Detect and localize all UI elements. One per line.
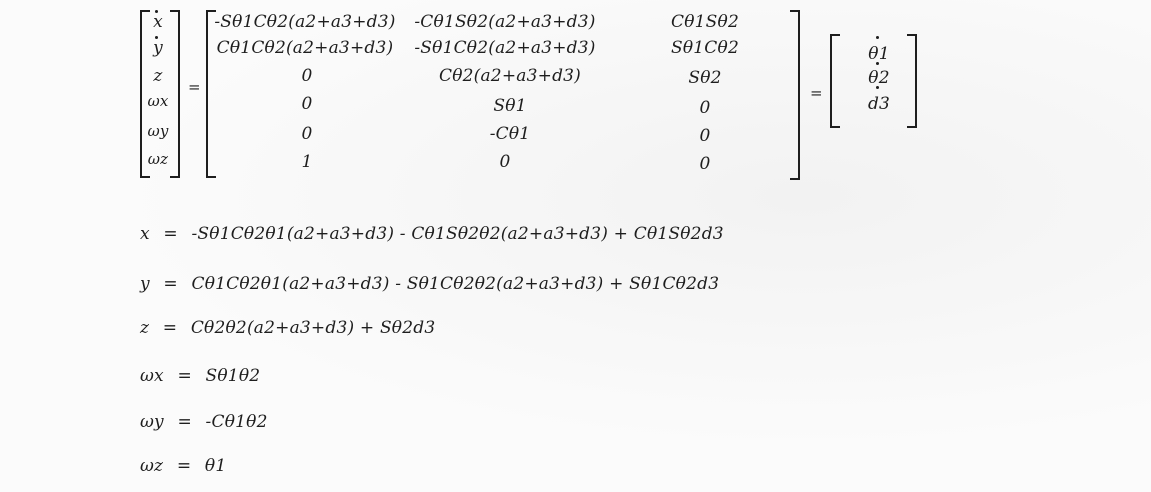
- equation-x: [140, 224, 724, 244]
- equation-y-lhs: y: [140, 274, 150, 294]
- equation-wx-op: =: [177, 366, 192, 386]
- equation-wy-lhs: ωy: [140, 412, 164, 432]
- jacobian-r3-c2: Cθ2(a2+a3+d3): [438, 66, 581, 86]
- jacobian-r4-c2: Sθ1: [493, 96, 527, 116]
- lhs-entry-y: y: [153, 38, 163, 58]
- equation-x-op: =: [163, 224, 178, 244]
- jacobian-r3-c1: 0: [301, 66, 313, 86]
- lhs-vector-right-bracket: [170, 10, 180, 178]
- rhs-entry-d3: d3: [867, 94, 891, 114]
- jacobian-r2-c2: -Sθ1Cθ2(a2+a3+d3): [414, 38, 596, 58]
- equals-sign-right: =: [810, 84, 823, 102]
- jacobian-r1-c2: -Cθ1Sθ2(a2+a3+d3): [414, 12, 596, 32]
- rhs-vector-right-bracket: [907, 34, 917, 128]
- jacobian-right-bracket: [790, 10, 800, 180]
- equation-wy: [140, 412, 268, 432]
- equation-wy-rhs: -Cθ1θ2: [205, 412, 268, 432]
- rhs-entry-theta1: θ1: [868, 44, 890, 64]
- equation-y-op: =: [163, 274, 178, 294]
- lhs-entry-wy: ωy: [147, 122, 169, 140]
- equation-wz-op: =: [176, 456, 192, 476]
- equation-wz-rhs: θ1: [204, 456, 227, 476]
- jacobian-r6-c3: 0: [699, 154, 711, 174]
- rhs-entry-theta2: θ2: [868, 68, 890, 88]
- equals-sign-left: =: [188, 78, 201, 96]
- jacobian-r5-c3: 0: [699, 126, 711, 146]
- jacobian-r5-c2: -Cθ1: [489, 124, 531, 144]
- equation-wx-rhs: Sθ1θ2: [205, 366, 261, 386]
- jacobian-r4-c1: 0: [301, 94, 313, 114]
- equation-wy-op: =: [177, 412, 192, 432]
- equation-y: [140, 274, 719, 294]
- jacobian-r6-c2: 0: [499, 152, 511, 172]
- jacobian-r2-c3: Sθ1Cθ2: [671, 38, 739, 58]
- theta1-dot: [876, 36, 879, 39]
- equation-y-rhs: Cθ1Cθ2θ1(a2+a3+d3) - Sθ1Cθ2θ2(a2+a3+d3) + Sθ1Cθ2d3: [191, 274, 720, 294]
- jacobian-r1-c1: -Sθ1Cθ2(a2+a3+d3): [214, 12, 396, 32]
- equation-z: [140, 318, 435, 338]
- jacobian-r3-c3: Sθ2: [688, 68, 722, 88]
- rhs-vector-left-bracket: [830, 34, 840, 128]
- jacobian-r5-c1: 0: [301, 124, 313, 144]
- jacobian-left-bracket: [206, 10, 216, 178]
- lhs-entry-wx: ωx: [147, 92, 169, 110]
- jacobian-r4-c3: 0: [699, 98, 711, 118]
- jacobian-r2-c1: Cθ1Cθ2(a2+a3+d3): [216, 38, 394, 58]
- lhs-entry-x: x: [153, 12, 163, 32]
- equation-wz: [140, 456, 226, 476]
- equation-z-lhs: z: [140, 318, 150, 338]
- equation-z-rhs: Cθ2θ2(a2+a3+d3) + Sθ2d3: [190, 318, 436, 338]
- lhs-entry-z: z: [153, 66, 163, 86]
- jacobian-r6-c1: 1: [301, 152, 313, 172]
- equation-wx: [140, 366, 260, 386]
- lhs-entry-wz: ωz: [147, 150, 169, 168]
- jacobian-r1-c3: Cθ1Sθ2: [671, 12, 739, 32]
- equation-z-op: =: [162, 318, 178, 338]
- equation-wz-lhs: ωz: [140, 456, 164, 476]
- equation-x-lhs: x: [140, 224, 150, 244]
- equation-x-rhs: -Sθ1Cθ2θ1(a2+a3+d3) - Cθ1Sθ2θ2(a2+a3+d3) + Cθ1Sθ2d3: [191, 224, 724, 244]
- equation-wx-lhs: ωx: [140, 366, 164, 386]
